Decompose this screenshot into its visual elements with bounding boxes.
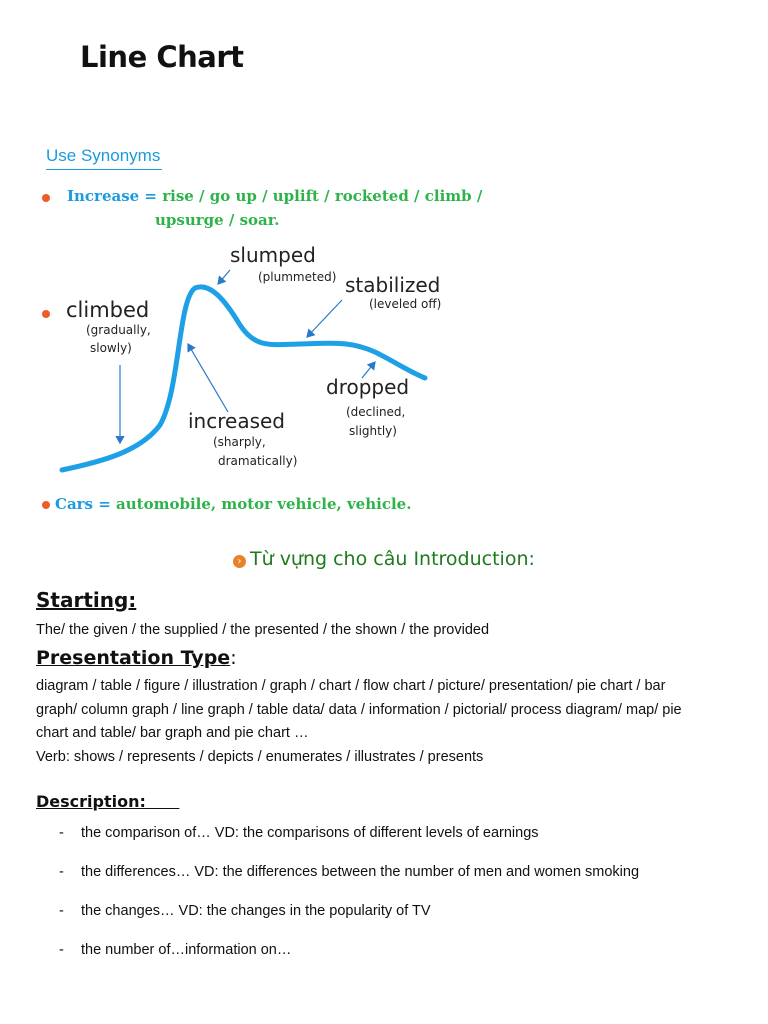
presentation-line: chart and table/ bar graph and pie chart … bbox=[36, 725, 309, 741]
synonyms-heading: Use Synonyms bbox=[46, 146, 162, 170]
arrow-increased bbox=[188, 344, 228, 412]
label-increased: increased bbox=[188, 409, 285, 433]
note-increased-2: dramatically) bbox=[218, 454, 298, 468]
list-item: the comparison of… VD: the comparisons of different levels of earnings bbox=[81, 825, 539, 841]
note-dropped-1: (declined, bbox=[346, 405, 406, 419]
intro-heading bbox=[233, 548, 535, 570]
arrow-slumped bbox=[218, 270, 230, 284]
label-dropped: dropped bbox=[326, 375, 410, 399]
list-dash: - bbox=[59, 825, 64, 841]
note-increased-1: (sharply, bbox=[213, 435, 266, 449]
increase-synonyms-line2: upsurge / soar. bbox=[155, 211, 280, 229]
presentation-line: graph/ column graph / line graph / table data/ data / information / pictorial/ process diagram/ map/ pie bbox=[36, 702, 682, 718]
page-title: Line Chart bbox=[80, 40, 244, 74]
note-climbed-2: slowly) bbox=[90, 341, 132, 355]
bullet-dot bbox=[42, 310, 50, 318]
arrow-stabilized bbox=[307, 300, 342, 337]
presentation-line: diagram / table / figure / illustration / graph / chart / flow chart / picture/ presentation/ pie chart / bar bbox=[36, 678, 666, 694]
list-item: the number of…information on… bbox=[81, 942, 292, 958]
list-dash: - bbox=[59, 864, 64, 880]
verb-line: Verb: shows / represents / depicts / enumerates / illustrates / presents bbox=[36, 749, 484, 765]
arrow-circle-icon: › bbox=[233, 555, 246, 568]
label-climbed: climbed bbox=[66, 298, 150, 322]
presentation-heading bbox=[36, 647, 237, 669]
increase-values: rise / go up / uplift / rocketed / climb / bbox=[162, 187, 483, 205]
list-item: the differences… VD: the differences between the number of men and women smoking bbox=[81, 864, 640, 880]
starting-heading: Starting: bbox=[36, 588, 137, 612]
list-item: the changes… VD: the changes in the popularity of TV bbox=[81, 903, 431, 919]
note-slumped: (plummeted) bbox=[258, 270, 337, 284]
description-heading: Description: bbox=[36, 792, 180, 811]
label-stabilized: stabilized bbox=[345, 273, 441, 297]
increase-label: Increase = bbox=[67, 187, 157, 205]
presentation-colon: : bbox=[230, 647, 237, 669]
label-slumped: slumped bbox=[230, 243, 316, 267]
cars-values: automobile, motor vehicle, vehicle. bbox=[116, 495, 412, 513]
cars-label: Cars = bbox=[55, 495, 111, 513]
starting-text: The/ the given / the supplied / the presented / the shown / the provided bbox=[36, 622, 490, 638]
bullet-dot bbox=[42, 501, 50, 509]
note-dropped-2: slightly) bbox=[349, 424, 397, 438]
intro-heading-text: Từ vựng cho câu Introduction: bbox=[250, 548, 535, 570]
note-climbed-1: (gradually, bbox=[86, 323, 151, 337]
note-stabilized: (leveled off) bbox=[369, 297, 442, 311]
cars-synonyms bbox=[55, 495, 411, 513]
list-dash: - bbox=[59, 942, 64, 958]
list-dash: - bbox=[59, 903, 64, 919]
presentation-heading-text: Presentation Type bbox=[36, 647, 231, 669]
